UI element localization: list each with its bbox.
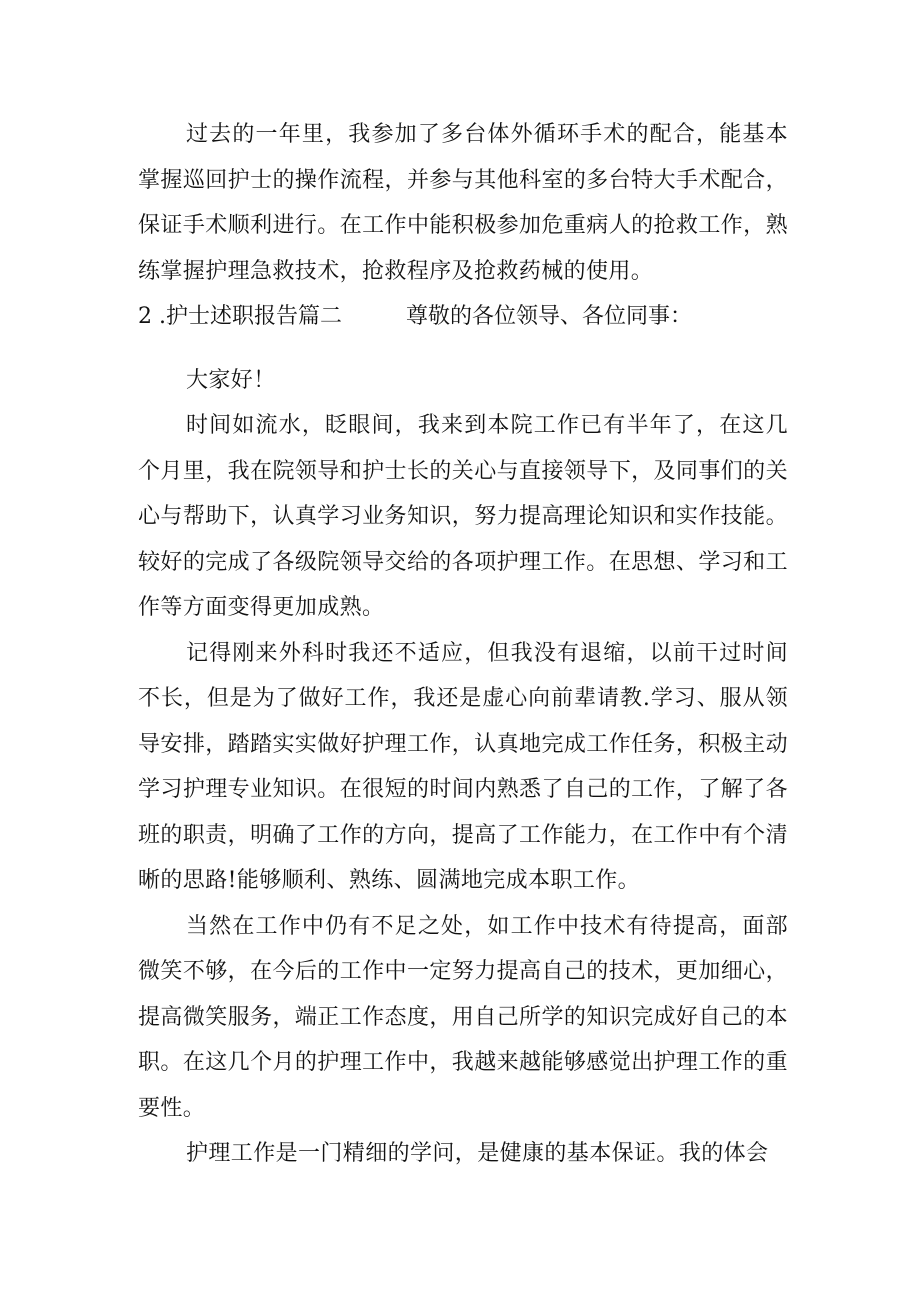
paragraph-surgery-experience: 过去的一年里，我参加了多台体外循环手术的配合，能基本掌握巡回护士的操作流程，并参与其他科室的多台特大手术配合，保证手术顺利进行。在工作中能积极参加危重病人的抢救工作，熟练掌握护理急救技术，抢救程序及抢救药械的使用。 <box>138 122 788 284</box>
paragraph-surgery-department: 记得刚来外科时我还不适应，但我没有退缩，以前干过时间不长，但是为了做好工作，我还是虚心向前辈请教.学习、服从领导安排，踏踏实实做好护理工作，认真地完成工作任务，积极主动学习护理专业知识。在很短的时间内熟悉了自己的工作，了解了各班的职责，明确了工作的方向，提高了工作能力，在工作中有个清晰的思路!能够顺利、熟练、圆满地完成本职工作。 <box>138 640 788 893</box>
paragraph-nursing-work: 护理工作是一门精细的学问，是健康的基本保证。我的体会 <box>186 1141 769 1166</box>
section-heading-row <box>138 294 788 340</box>
section-heading: 2 .护士述职报告篇二 <box>138 304 342 329</box>
paragraph-shortcomings: 当然在工作中仍有不足之处，如工作中技术有待提高，面部微笑不够，在今后的工作中一定努力提高自己的技术，更加细心，提高微笑服务，端正工作态度，用自己所学的知识完成好自己的本职。在这几个月的护理工作中，我越来越能够感觉出护理工作的重要性。 <box>138 913 788 1121</box>
document-body <box>138 112 788 1177</box>
greeting: 大家好！ <box>186 367 276 393</box>
paragraph-half-year-work: 时间如流水，眨眼间，我来到本院工作已有半年了，在这几个月里，我在院领导和护士长的关心与直接领导下，及同事们的关心与帮助下，认真学习业务知识，努力提高理论知识和实作技能。较好的完成了各级院领导交给的各项护理工作。在思想、学习和工作等方面变得更加成熟。 <box>138 413 788 620</box>
salutation: 尊敬的各位领导、各位同事： <box>405 304 692 329</box>
